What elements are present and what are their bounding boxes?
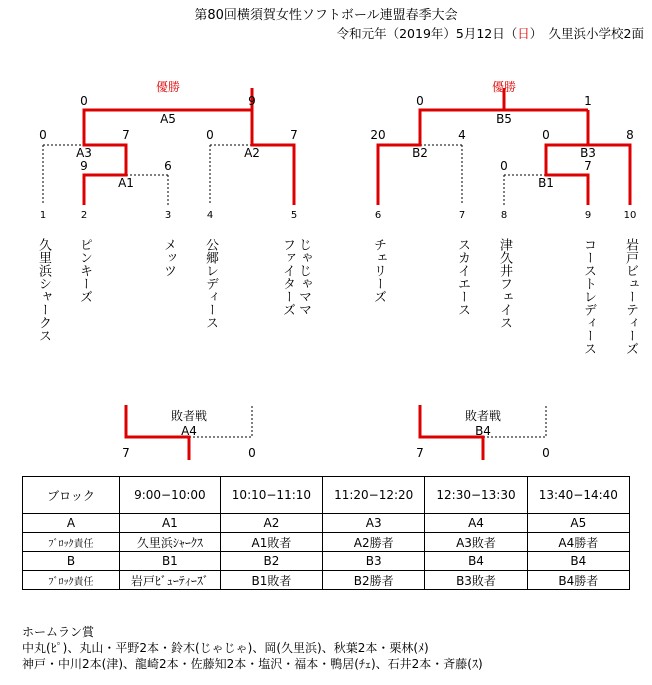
a-slot-2-team: A1敗者 <box>220 533 322 552</box>
header-slot-4: 12:30−13:30 <box>425 477 527 514</box>
seed-9: 9 <box>584 210 592 221</box>
b-slot-4-team: B3敗者 <box>425 571 527 590</box>
right-cons-score-right: 0 <box>542 446 550 460</box>
date-prefix: 令和元年（2019年）5月12日（ <box>336 26 518 41</box>
left-cons-label: A4 <box>181 424 197 438</box>
right-first-score-left: 0 <box>500 159 508 173</box>
team-1-name: 久里浜シャークス <box>36 238 51 342</box>
left-semi1-score-right: 7 <box>122 128 130 142</box>
right-semi2-score-left: 0 <box>542 128 550 142</box>
left-semi1-score-left: 0 <box>39 128 47 142</box>
block-a: A <box>23 514 120 533</box>
homerun-line-2: 神戸・中川2本(津)、龍崎2本・佐藤知2本・塩沢・福本・鴨居(ﾁｪ)、石井2本・斉藤(ｽ) <box>22 657 483 671</box>
right-semi1-label: B2 <box>412 146 428 160</box>
left-semi2-score-left: 0 <box>206 128 214 142</box>
left-first-label: A1 <box>118 176 134 190</box>
b-slot-3-match: B3 <box>323 552 425 571</box>
right-semi1-score-right: 4 <box>458 128 466 142</box>
left-semi2-label: A2 <box>244 146 260 160</box>
b-slot-1-team: 岩戸ﾋﾞｭｰﾃｨｰｽﾞ <box>120 571 221 590</box>
red-right-team6 <box>378 88 504 205</box>
left-cons-score-left: 7 <box>122 446 130 460</box>
team-4-name: 公郷レディース <box>203 238 218 329</box>
table-row <box>23 514 630 533</box>
right-final-score-right: 1 <box>584 94 592 108</box>
table-row <box>23 571 630 590</box>
b-slot-3-team: B2勝者 <box>323 571 425 590</box>
a-slot-4-match: A4 <box>425 514 527 533</box>
header-slot-3: 11:20−12:20 <box>323 477 425 514</box>
seed-5: 5 <box>290 210 298 221</box>
seed-2: 2 <box>80 210 88 221</box>
b-slot-2-match: B2 <box>220 552 322 571</box>
left-final-label: A5 <box>160 112 176 126</box>
right-semi1-score-left: 20 <box>370 128 386 142</box>
block-b-sub: ﾌﾞﾛｯｸ責任 <box>23 571 120 590</box>
left-winner-label: 優勝 <box>155 80 180 94</box>
a-slot-5-match: A5 <box>527 514 629 533</box>
seed-6: 6 <box>374 210 382 221</box>
team-2-name: ピンキーズ <box>77 238 92 303</box>
header-slot-5: 13:40−14:40 <box>527 477 629 514</box>
a-slot-3-match: A3 <box>323 514 425 533</box>
team-10-name: 岩戸ビューティーズ <box>623 238 638 355</box>
a-slot-3-team: A2勝者 <box>323 533 425 552</box>
left-semi1-label: A3 <box>76 146 92 160</box>
right-final-score-left: 0 <box>416 94 424 108</box>
right-final-label: B5 <box>496 112 512 126</box>
seed-3: 3 <box>164 210 172 221</box>
seed-8: 8 <box>500 210 508 221</box>
homerun-title: ホームラン賞 <box>22 625 95 639</box>
left-first-score-right: 6 <box>164 159 172 173</box>
homerun-line-1: 中丸(ﾋﾟ)、丸山・平野2本・鈴木(じゃじゃ)、岡(久里浜)、秋葉2本・栗林(ﾒ) <box>22 641 429 655</box>
seed-10: 10 <box>623 210 637 221</box>
table-row <box>23 552 630 571</box>
team-8-name: 津久井フェイス <box>497 238 512 329</box>
left-first-score-left: 9 <box>80 159 88 173</box>
right-semi2-label: B3 <box>580 146 596 160</box>
b-slot-5-team: B4勝者 <box>527 571 629 590</box>
block-b: B <box>23 552 120 571</box>
team-3-name: メッツ <box>161 238 176 277</box>
header-block: ブロック <box>23 477 120 514</box>
right-cons-score-left: 7 <box>416 446 424 460</box>
seed-1: 1 <box>39 210 47 221</box>
right-cons-title: 敗者戦 <box>464 409 501 423</box>
left-cons-score-right: 0 <box>248 446 256 460</box>
right-first-label: B1 <box>538 176 554 190</box>
date-day: 日 <box>517 26 530 41</box>
schedule-header-row <box>23 477 630 514</box>
team-9-name: コーストレディース <box>581 238 596 355</box>
homerun-section <box>22 624 483 672</box>
a-slot-2-match: A2 <box>220 514 322 533</box>
a-slot-1-match: A1 <box>120 514 221 533</box>
header-slot-1: 9:00−10:00 <box>120 477 221 514</box>
right-semi2-score-right: 8 <box>626 128 634 142</box>
left-cons-title: 敗者戦 <box>170 409 207 423</box>
seed-4: 4 <box>206 210 214 221</box>
header-slot-2: 10:10−11:10 <box>220 477 322 514</box>
team-7-name: スカイエース <box>455 238 470 316</box>
a-slot-5-team: A4勝者 <box>527 533 629 552</box>
date-suffix: ） 久里浜小学校2面 <box>529 26 644 41</box>
b-slot-2-team: B1敗者 <box>220 571 322 590</box>
team-6-name: チェリーズ <box>371 238 386 303</box>
b-slot-1-match: B1 <box>120 552 221 571</box>
schedule-table <box>22 476 630 590</box>
team-5-name: じゃじゃママ ファイターズ <box>280 238 311 316</box>
page-title: 第80回横須賀女性ソフトボール連盟春季大会 <box>194 8 458 23</box>
left-final-score-left: 0 <box>80 94 88 108</box>
right-cons-label: B4 <box>475 424 491 438</box>
seed-7: 7 <box>458 210 466 221</box>
b-slot-5-match: B4 <box>527 552 629 571</box>
block-a-sub: ﾌﾞﾛｯｸ責任 <box>23 533 120 552</box>
a-slot-4-team: A3敗者 <box>425 533 527 552</box>
b-slot-4-match: B4 <box>425 552 527 571</box>
left-semi2-score-right: 7 <box>290 128 298 142</box>
left-final-score-right: 9 <box>248 94 256 108</box>
right-first-score-right: 7 <box>584 159 592 173</box>
table-row <box>23 533 630 552</box>
right-winner-label: 優勝 <box>491 80 516 94</box>
a-slot-1-team: 久里浜ｼｬｰｸｽ <box>120 533 221 552</box>
